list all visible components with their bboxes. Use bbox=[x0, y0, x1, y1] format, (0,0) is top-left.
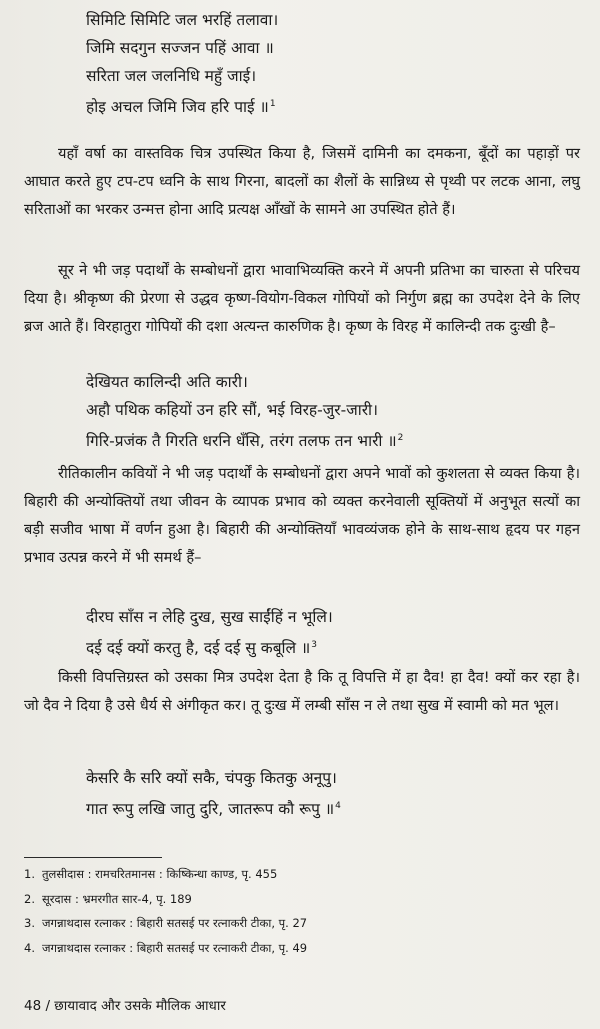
paragraph-4 bbox=[24, 664, 580, 720]
verse-line bbox=[86, 631, 600, 662]
paragraph-text: रीतिकालीन कवियों ने भी जड़ पदार्थों के सम्बोधनों द्वारा अपने भावों को कुशलता से व्यक्त किया है। बिहारी की अन्योक्तियों तथा जीवन के व्यापक प्रभाव को व्यक्त करनेवाली सूक्तियों में अनुभूत सत्यों का बड़ी सजीव भाषा में वर्णन हुआ है। बिहारी की अन्योक्तियाँ भावव्यंजक होने के साथ-साथ हृदय पर गहन प्रभाव उत्पन्न करने में भी समर्थ हैं– bbox=[24, 465, 580, 566]
footnote-ref: 1 bbox=[269, 99, 276, 109]
footnote-item bbox=[24, 936, 580, 961]
verse-line bbox=[86, 90, 600, 121]
footnote-ref: 3 bbox=[311, 640, 318, 650]
footnote-text: सूरदास : भ्रमरगीत सार-4, पृ. 189 bbox=[42, 891, 192, 906]
footnote-number: 3. bbox=[24, 916, 35, 930]
footnote-text: जगन्नाथदास रत्नाकर : बिहारी सतसई पर रत्नाकरी टीका, पृ. 49 bbox=[42, 940, 308, 955]
footnote-text: जगन्नाथदास रत्नाकर : बिहारी सतसई पर रत्नाकरी टीका, पृ. 27 bbox=[42, 916, 308, 930]
verse-4 bbox=[86, 764, 600, 823]
verse-1 bbox=[86, 6, 600, 121]
footnote-number: 4. bbox=[24, 940, 35, 955]
footnote-item bbox=[24, 911, 580, 936]
verse-line: सरिता जल जलनिधि महुँ जाई। bbox=[86, 67, 257, 85]
verse-line bbox=[86, 792, 600, 823]
verse-line: जिमि सदगुन सज्जन पहिं आवा ॥ bbox=[86, 39, 274, 57]
paragraph-text: सूर ने भी जड़ पदार्थों के सम्बोधनों द्वारा भावाभिव्यक्ति करने में अपनी प्रतिभा का चारुता से परिचय दिया है। श्रीकृष्ण की प्रेरणा से उद्धव कृष्ण-वियोग-विकल गोपियों को निर्गुण ब्रह्म का उपदेश देने के लिए ब्रज आते हैं। विरहातुरा गोपियों की दशा अत्यन्त कारुणिक है। कृष्ण के विरह में कालिन्दी तक दुःखी है– bbox=[24, 262, 580, 335]
paragraph-2 bbox=[24, 257, 580, 341]
verse-line: अहौ पथिक कहियों उन हरि सौं, भई विरह-जुर-जारी। bbox=[86, 401, 378, 419]
paragraph-text: किसी विपत्तिग्रस्त को उसका मित्र उपदेश देता है कि तू विपत्ति में हा दैव! हा दैव! क्यों कर रहा है। जो दैव ने दिया है उसे धैर्य से अंगीकृत कर। तू दुःख में लम्बी साँस न ले तथा सुख में स्वामी को मत भूल। bbox=[24, 669, 580, 714]
footnote-item bbox=[24, 887, 580, 912]
paragraph-text: यहाँ वर्षा का वास्तविक चित्र उपस्थित किया है, जिसमें दामिनी का दमकना, बूँदों का पहाड़ों पर आघात करते हुए टप-टप ध्वनि के साथ गिरना, बादलों का शैलों के सान्निध्य से पृथ्वी पर लटक आना, लघु सरिताओं का भरकर उन्मत्त होना आदि प्रत्यक्ष आँखों के सामने आ उपस्थित होते हैं। bbox=[24, 145, 580, 218]
verse-line: सिमिटि सिमिटि जल भरहिं तलावा। bbox=[86, 11, 279, 29]
verse-line-text: गात रूपु लखि जातु दुरि, जातरूप कौ रूपु ॥ bbox=[86, 800, 335, 819]
page-footer: 48 / छायावाद और उसके मौलिक आधार bbox=[24, 998, 226, 1014]
paragraph-3 bbox=[24, 460, 580, 572]
paragraph-1 bbox=[24, 140, 580, 224]
footnote-text: तुलसीदास : रामचरितमानस : किष्किन्धा काण्ड, पृ. 455 bbox=[42, 867, 278, 881]
footnotes bbox=[24, 862, 580, 960]
verse-line: दीरघ साँस न लेहि दुख, सुख साईंहिं न भूलि। bbox=[86, 608, 333, 626]
footnote-ref: 4 bbox=[335, 801, 341, 811]
verse-line: केसरि कै सरि क्यों सकै, चंपकु कितकु अनूपु। bbox=[86, 769, 337, 787]
verse-line-text: होइ अचल जिमि जिव हरि पाई ॥ bbox=[86, 98, 269, 117]
verse-line-text: गिरि-प्रजंक तै गिरति धरनि धँसि, तरंग तलफ तन भारी ॥ bbox=[86, 432, 397, 451]
footnote-number: 2. bbox=[24, 891, 35, 906]
verse-3 bbox=[86, 603, 600, 662]
footnote-divider bbox=[24, 857, 162, 858]
verse-line: देखियत कालिन्दी अति कारी। bbox=[86, 373, 248, 391]
footnote-item bbox=[24, 862, 580, 887]
verse-line-text: दई दई क्यों करतु है, दई दई सु कबूलि ॥ bbox=[86, 639, 311, 658]
verse-line bbox=[86, 424, 600, 455]
verse-2 bbox=[86, 368, 600, 455]
footnote-ref: 2 bbox=[397, 433, 404, 443]
footnote-number: 1. bbox=[24, 867, 35, 881]
